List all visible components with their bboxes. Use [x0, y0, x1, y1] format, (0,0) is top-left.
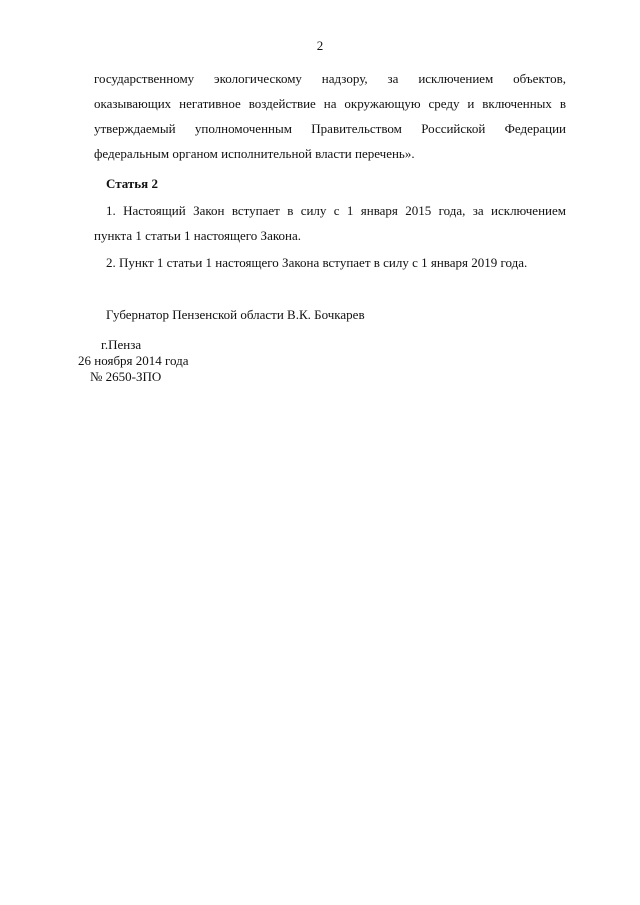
item-1-line-1: 1. Настоящий Закон вступает в силу с 1 января 2015 года, за исключением	[106, 203, 566, 218]
page-number: 2	[316, 38, 324, 53]
article-2-item-1	[94, 198, 566, 248]
law-number: № 2650-ЗПО	[90, 369, 162, 384]
governor-signature: Губернатор Пензенской области В.К. Бочкарев	[106, 307, 365, 322]
article-2-item-2	[94, 250, 566, 275]
intro-line-2: оказывающих негативное воздействие на окружающую среду и включенных в	[94, 96, 566, 111]
item-1-line-2: пункта 1 статьи 1 настоящего Закона.	[94, 228, 301, 243]
item-2-line-1: 2. Пункт 1 статьи 1 настоящего Закона вступает в силу с 1 января 2019 года.	[106, 255, 528, 270]
signing-place: г.Пенза	[101, 337, 142, 352]
intro-paragraph	[94, 66, 566, 166]
intro-line-1: государственному экологическому надзору, за исключением объектов,	[94, 71, 566, 86]
intro-line-4: федеральным органом исполнительной власти перечень».	[94, 146, 415, 161]
intro-line-3: утверждаемый уполномоченным Правительством Российской Федерации	[94, 121, 566, 136]
article-2-heading: Статья 2	[106, 176, 158, 191]
signing-date: 26 ноября 2014 года	[78, 353, 189, 368]
